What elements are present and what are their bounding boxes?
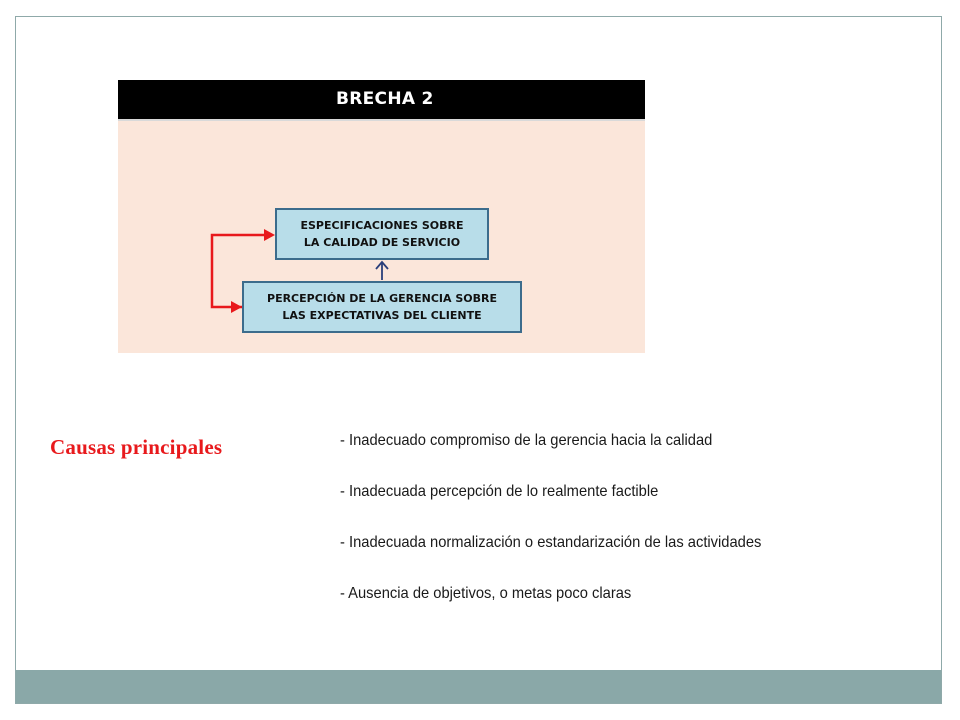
- specifications-box-line1: ESPECIFICACIONES SOBRE: [300, 219, 464, 232]
- management-perception-box-line1: PERCEPCIÓN DE LA GERENCIA SOBRE: [267, 292, 497, 305]
- management-perception-box: [242, 281, 522, 333]
- cause-item: - Inadecuada percepción de lo realmente factible: [340, 483, 659, 500]
- diagram-title: BRECHA 2: [336, 89, 434, 109]
- red-arrowhead-bottom-icon: [231, 301, 242, 313]
- specifications-box: [275, 208, 489, 260]
- red-arrowhead-top-icon: [264, 229, 275, 241]
- causes-list: [340, 428, 798, 632]
- footer-bar: [16, 670, 941, 703]
- cause-item: - Ausencia de objetivos, o metas poco claras: [340, 585, 632, 602]
- cause-item: - Inadecuado compromiso de la gerencia hacia la calidad: [340, 432, 713, 449]
- management-perception-box-line2: LAS EXPECTATIVAS DEL CLIENTE: [282, 309, 482, 322]
- causes-heading: Causas principales: [50, 435, 223, 459]
- gap-diagram: [118, 80, 645, 353]
- cause-item: - Inadecuada normalización o estandarización de las actividades: [340, 534, 762, 551]
- specifications-box-line2: LA CALIDAD DE SERVICIO: [303, 236, 461, 249]
